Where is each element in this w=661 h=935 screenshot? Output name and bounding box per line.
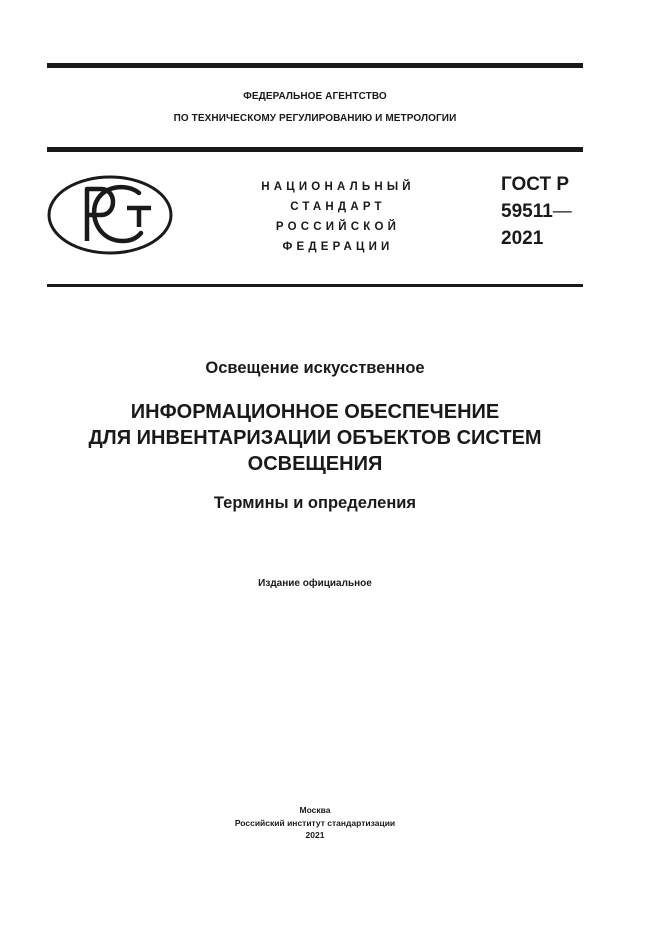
subject-heading: Освещение искусственное [205,359,425,377]
standard-code-number: 59511 [501,201,553,222]
standard-code-number-line [501,198,572,225]
national-standard-label [238,177,438,257]
gost-r-logo [47,175,173,255]
standard-code-prefix: ГОСТ Р [501,174,570,195]
document-title-line2: ДЛЯ ИНВЕНТАРИЗАЦИИ ОБЪЕКТОВ СИСТЕМ [88,427,542,449]
imprint-publisher: Российский институт стандартизации [234,817,396,828]
national-standard-line1: НАЦИОНАЛЬНЫЙ [261,181,415,193]
document-title-line3: ОСВЕЩЕНИЯ [247,453,383,475]
standard-code-dash: — [552,201,572,222]
pct-mark-icon [47,175,173,255]
agency-name-line2: ПО ТЕХНИЧЕСКОМУ РЕГУЛИРОВАНИЮ И МЕТРОЛОГИИ [173,113,457,124]
top-rule [47,63,583,68]
edition-label: Издание официальное [258,578,372,589]
agency-name-line1: ФЕДЕРАЛЬНОЕ АГЕНТСТВО [243,91,387,102]
standard-code-year: 2021 [501,228,544,249]
imprint-year: 2021 [305,830,325,840]
designation-bottom-rule [47,284,583,287]
national-standard-line3: РОССИЙСКОЙ [275,221,401,233]
header-bottom-rule [47,147,583,152]
national-standard-line4: ФЕДЕРАЦИИ [282,241,394,253]
document-title-line1: ИНФОРМАЦИОННОЕ ОБЕСПЕЧЕНИЕ [130,401,500,423]
imprint [47,804,583,842]
national-standard-line2: СТАНДАРТ [290,201,386,213]
standard-designation [501,171,572,252]
document-title [47,399,583,477]
document-part-title: Термины и определения [213,494,417,512]
imprint-city: Москва [299,805,331,815]
